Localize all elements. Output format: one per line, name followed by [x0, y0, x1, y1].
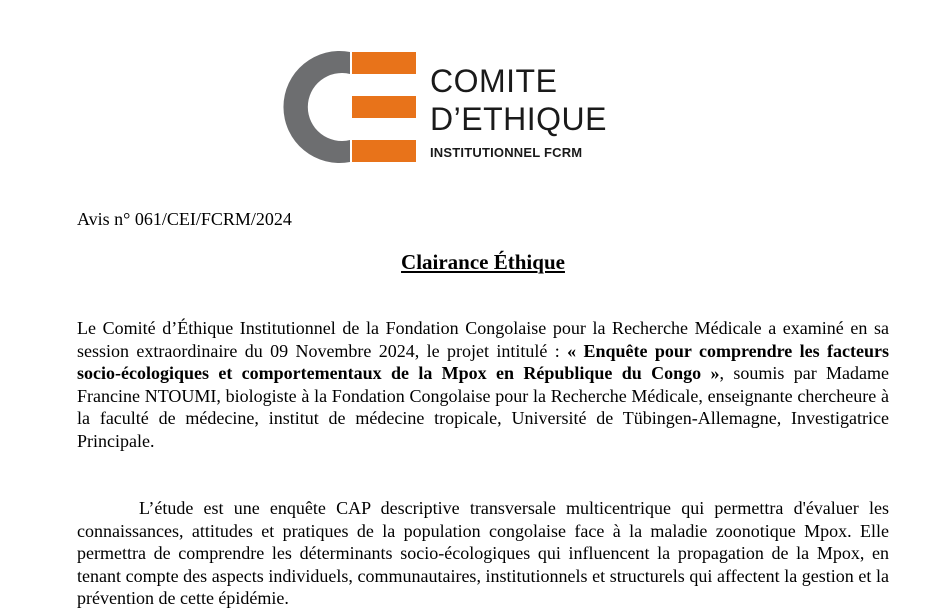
document-title: Clairance Éthique [401, 250, 565, 274]
logo-line-ethique: D’ETHIQUE [430, 101, 607, 137]
logo-c-shape [283, 51, 350, 163]
logo-e-bar-bottom [352, 140, 416, 162]
logo-line-comite: COMITE [430, 63, 558, 99]
paragraph-study-description: L’étude est une enquête CAP descriptive transversale multicentrique qui permettra d'évaluer les connaissances, attitudes et pratiques de la population congolaise face à la maladie zoonotique Mpox. Elle permettra de comprendre les déterminants socio-écologiques qui influencent la propagation de la Mpox, en tenant compte des aspects individuels, communautaires, institutionnels et structurels qui affectent la gestion et la prévention de cette épidémie. [77, 498, 889, 608]
logo-e-bar-top [352, 52, 416, 74]
reference-number: Avis n° 061/CEI/FCRM/2024 [77, 209, 292, 229]
paragraph-examination [77, 317, 889, 452]
logo-e-bar-middle [352, 96, 416, 118]
logo-line-institutionnel: INSTITUTIONNEL FCRM [430, 145, 583, 160]
project-title: « Enquête pour comprendre les facteurs socio-écologiques et comportementaux de la Mpox en République du Congo » [77, 340, 889, 383]
paragraph-investigator: , soumis par Madame Francine NTOUMI, biologiste à la Fondation Congolaise pour la Recherche Médicale, enseignante chercheure à la faculté de médecine, institut de médecine tropicale, Université de Tübingen-Allemagne, Investigatrice Principale. [77, 363, 890, 451]
paragraph-intro: Le Comité d’Éthique Institutionnel de la Fondation Congolaise pour la Recherche Médicale a examiné en sa session extraordinaire du 09 Novembre 2024, le projet intitulé : [77, 318, 889, 361]
